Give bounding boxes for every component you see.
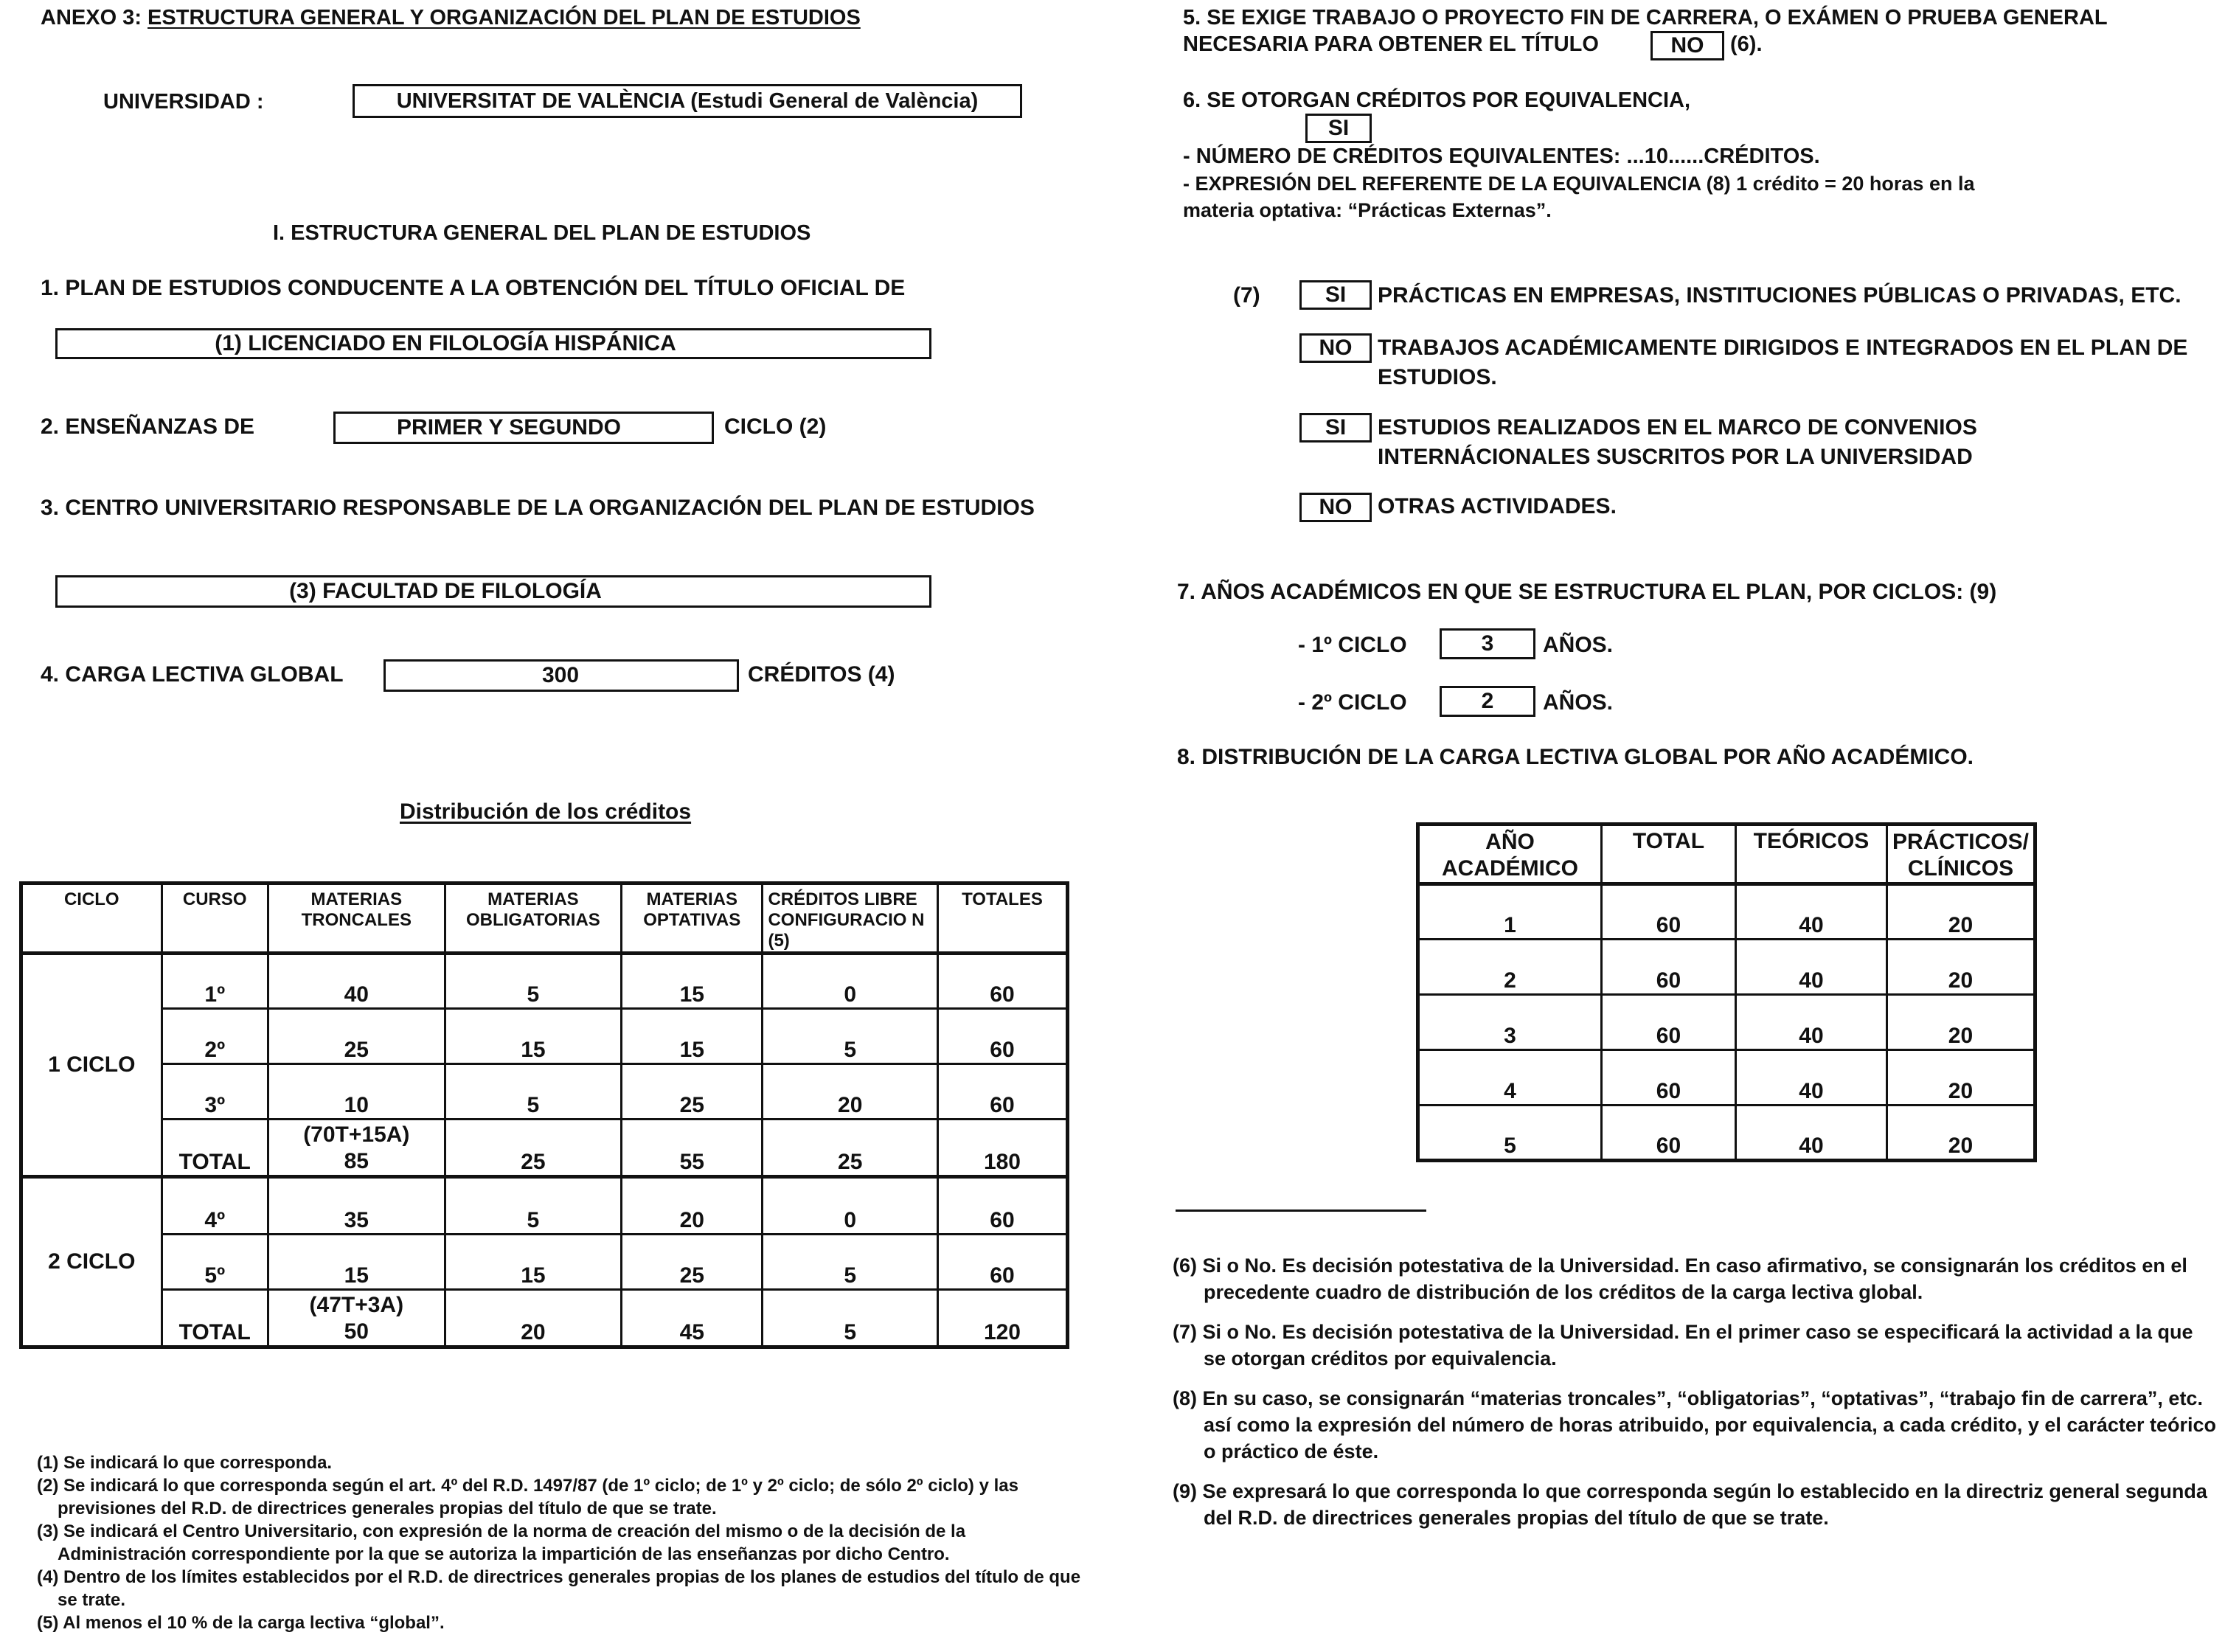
year-header-row	[1418, 825, 2035, 884]
year-header-practicos: PRÁCTICOS/ CLÍNICOS	[1886, 825, 2035, 884]
totales-cell: 60	[937, 954, 1067, 1009]
curso-cell: 3º	[162, 1064, 268, 1120]
curso-cell: TOTAL	[162, 1120, 268, 1177]
header-troncales: MATERIAS TRONCALES	[268, 884, 445, 954]
item7-label: 7. AÑOS ACADÉMICOS EN QUE SE ESTRUCTURA EL PLAN, POR CICLOS: (9)	[1177, 580, 1997, 604]
item1-label: 1. PLAN DE ESTUDIOS CONDUCENTE A LA OBTENCIÓN DEL TÍTULO OFICIAL DE	[41, 276, 906, 300]
annex-prefix: ANEXO 3:	[41, 6, 142, 30]
troncales-note: (47T+3A)	[309, 1293, 404, 1317]
practicos-cell: 20	[1886, 995, 2035, 1050]
libre-cell: 5	[763, 1290, 937, 1347]
item2-suffix: CICLO (2)	[724, 414, 827, 439]
footnote-5: (5) Al menos el 10 % de la carga lectiva “global”.	[37, 1613, 445, 1633]
item5-line2: NECESARIA PARA OBTENER EL TÍTULO	[1183, 32, 1599, 56]
table-row	[21, 954, 1068, 1009]
obligatorias-cell: 15	[445, 1235, 621, 1290]
ciclo1-label: 1 CICLO	[21, 954, 162, 1177]
curso-cell: 1º	[162, 954, 268, 1009]
item4-label: 4. CARGA LECTIVA GLOBAL	[41, 662, 344, 687]
footnote-6: (6) Si o No. Es decisión potestativa de la Universidad. En caso afirmativo, se consignarán los créditos en el precedente cuadro de distribución de los créditos de la carga lectiva global.	[1173, 1254, 2187, 1303]
optativas-cell: 25	[622, 1235, 763, 1290]
curso-cell: TOTAL	[162, 1290, 268, 1347]
universidad-label: UNIVERSIDAD :	[103, 90, 264, 114]
curso-cell: 5º	[162, 1235, 268, 1290]
totales-cell: 60	[937, 1064, 1067, 1120]
obligatorias-cell: 25	[445, 1120, 621, 1177]
troncales-cell	[268, 1120, 445, 1177]
troncales-cell: 15	[268, 1235, 445, 1290]
section-title: I. ESTRUCTURA GENERAL DEL PLAN DE ESTUDIOS	[273, 221, 811, 245]
totales-cell: 60	[937, 1009, 1067, 1064]
option-box: SI	[1299, 413, 1372, 442]
troncales-cell: 25	[268, 1009, 445, 1064]
ciclo1-field: 3	[1440, 628, 1535, 659]
table-row	[21, 1064, 1068, 1120]
left-footnotes	[37, 1451, 1091, 1634]
year-header-teoricos: TEÓRICOS	[1735, 825, 1886, 884]
right-footnotes	[1173, 1252, 2216, 1531]
practicos-cell: 20	[1886, 940, 2035, 995]
footnote-3: (3) Se indicará el Centro Universitario, con expresión de la norma de creación del mismo o de la decisión de la Administración correspondiente por la que se autoriza la impartición de las enseñanzas por dicho Centro.	[37, 1521, 966, 1564]
year-row	[1418, 940, 2035, 995]
totales-cell: 120	[937, 1290, 1067, 1347]
option-text: TRABAJOS ACADÉMICAMENTE DIRIGIDOS E INTEGRADOS EN EL PLAN DE ESTUDIOS.	[1378, 336, 2188, 389]
centro-value: (3) FACULTAD DE FILOLOGÍA	[289, 579, 602, 603]
footnote-7: (7) Si o No. Es decisión potestativa de la Universidad. En el primer caso se especificará la actividad a la que se otorgan créditos por equivalencia.	[1173, 1321, 2193, 1370]
obligatorias-cell: 5	[445, 954, 621, 1009]
footnote-separator	[1176, 1210, 1426, 1212]
libre-cell: 25	[763, 1120, 937, 1177]
libre-cell: 0	[763, 954, 937, 1009]
year-table	[1416, 822, 2037, 1162]
footnote-8: (8) En su caso, se consignarán “materias troncales”, “obligatorias”, “optativas”, “trabajo fin de carrera”, etc. así como la expresión del número de horas atribuido, por equivalencia, a cada crédito, y el carácter teórico o práctico de éste.	[1173, 1387, 2216, 1462]
year-row	[1418, 884, 2035, 940]
troncales-cell: 35	[268, 1177, 445, 1235]
credits-header-row	[21, 884, 1068, 954]
header-libre: CRÉDITOS LIBRE CONFIGURACIO N (5)	[763, 884, 937, 954]
ciclo1-label: - 1º CICLO	[1298, 633, 1407, 657]
troncales-total: 50	[344, 1319, 369, 1344]
troncales-cell	[268, 1290, 445, 1347]
item7-ref: (7)	[1233, 283, 1260, 308]
ciclo2-label: - 2º CICLO	[1298, 690, 1407, 715]
practicos-cell: 20	[1886, 1050, 2035, 1106]
footnote-4: (4) Dentro de los límites establecidos por el R.D. de directrices generales propias de los planes de estudios del título de que se trate.	[37, 1567, 1081, 1610]
distribution-title: Distribución de los créditos	[400, 799, 692, 824]
credits-table	[19, 881, 1069, 1349]
year-header-total: TOTAL	[1602, 825, 1736, 884]
header-optativas: MATERIAS OPTATIVAS	[622, 884, 763, 954]
total-cell: 60	[1602, 995, 1736, 1050]
practicos-cell: 20	[1886, 884, 2035, 940]
teoricos-cell: 40	[1735, 940, 1886, 995]
teoricos-cell: 40	[1735, 1050, 1886, 1106]
total-cell: 60	[1602, 1050, 1736, 1106]
option-text: OTRAS ACTIVIDADES.	[1378, 494, 1617, 518]
practicos-cell: 20	[1886, 1106, 2035, 1161]
troncales-cell: 10	[268, 1064, 445, 1120]
ensenanzas-value: PRIMER Y SEGUNDO	[397, 415, 621, 440]
troncales-total: 85	[344, 1149, 369, 1173]
year-row	[1418, 1106, 2035, 1161]
header-obligatorias: MATERIAS OBLIGATORIAS	[445, 884, 621, 954]
centro-field	[55, 575, 931, 608]
obligatorias-cell: 5	[445, 1064, 621, 1120]
obligatorias-cell: 15	[445, 1009, 621, 1064]
item6-expr-line2: materia optativa: “Prácticas Externas”.	[1183, 199, 1552, 221]
obligatorias-cell: 5	[445, 1177, 621, 1235]
footnote-9: (9) Se expresará lo que corresponda lo que corresponda según lo establecido en la directriz general segunda del R.D. de directrices generales propias del título de que se trate.	[1173, 1480, 2207, 1529]
header-totales: TOTALES	[937, 884, 1067, 954]
optativas-cell: 15	[622, 1009, 763, 1064]
item6-label: 6. SE OTORGAN CRÉDITOS POR EQUIVALENCIA,	[1183, 88, 1691, 112]
item5-line1: 5. SE EXIGE TRABAJO O PROYECTO FIN DE CARRERA, O EXÁMEN O PRUEBA GENERAL	[1183, 6, 2108, 30]
table-row	[21, 1235, 1068, 1290]
footnote-1: (1) Se indicará lo que corresponda.	[37, 1453, 333, 1473]
table-row	[21, 1009, 1068, 1064]
option-box: SI	[1299, 280, 1372, 310]
optativas-cell: 25	[622, 1064, 763, 1120]
year-header-ano: AÑO ACADÉMICO	[1418, 825, 1602, 884]
year-cell: 4	[1418, 1050, 1602, 1106]
optativas-cell: 15	[622, 954, 763, 1009]
table-row-total	[21, 1290, 1068, 1347]
annex-heading	[41, 6, 861, 30]
ciclo2-anos: AÑOS.	[1543, 690, 1614, 715]
titulo-value: (1) LICENCIADO EN FILOLOGÍA HISPÁNICA	[215, 331, 676, 355]
optativas-cell: 20	[622, 1177, 763, 1235]
item4-suffix: CRÉDITOS (4)	[748, 662, 895, 687]
teoricos-cell: 40	[1735, 1106, 1886, 1161]
item6-num: - NÚMERO DE CRÉDITOS EQUIVALENTES: ...10......CRÉDITOS.	[1183, 145, 1820, 168]
option-box: NO	[1299, 333, 1372, 363]
item5-suffix: (6).	[1730, 32, 1763, 56]
total-cell: 60	[1602, 940, 1736, 995]
totales-cell: 180	[937, 1120, 1067, 1177]
libre-cell: 5	[763, 1009, 937, 1064]
item6-expr-line1: - EXPRESIÓN DEL REFERENTE DE LA EQUIVALENCIA (8) 1 crédito = 20 horas en la	[1183, 173, 1975, 195]
year-row	[1418, 995, 2035, 1050]
item5-field: NO	[1650, 31, 1724, 60]
total-cell: 60	[1602, 1106, 1736, 1161]
curso-cell: 4º	[162, 1177, 268, 1235]
ciclo2-field: 2	[1440, 686, 1535, 717]
header-curso: CURSO	[162, 884, 268, 954]
item2-label: 2. ENSEÑANZAS DE	[41, 414, 255, 439]
carga-value: 300	[541, 663, 580, 687]
optativas-cell: 55	[622, 1120, 763, 1177]
year-row	[1418, 1050, 2035, 1106]
year-cell: 1	[1418, 884, 1602, 940]
item8-label: 8. DISTRIBUCIÓN DE LA CARGA LECTIVA GLOBAL POR AÑO ACADÉMICO.	[1177, 745, 1974, 769]
item3-label: 3. CENTRO UNIVERSITARIO RESPONSABLE DE LA ORGANIZACIÓN DEL PLAN DE ESTUDIOS	[41, 496, 1035, 520]
titulo-field	[55, 328, 931, 359]
troncales-note: (70T+15A)	[303, 1122, 410, 1147]
year-cell: 3	[1418, 995, 1602, 1050]
curso-cell: 2º	[162, 1009, 268, 1064]
table-row	[21, 1177, 1068, 1235]
optativas-cell: 45	[622, 1290, 763, 1347]
carga-field	[383, 659, 739, 692]
table-row-total	[21, 1120, 1068, 1177]
total-cell: 60	[1602, 884, 1736, 940]
annex-title: ESTRUCTURA GENERAL Y ORGANIZACIÓN DEL PLAN DE ESTUDIOS	[147, 6, 861, 30]
troncales-cell: 40	[268, 954, 445, 1009]
item6-field: SI	[1305, 114, 1372, 143]
libre-cell: 0	[763, 1177, 937, 1235]
universidad-field: UNIVERSITAT DE VALÈNCIA (Estudi General de València)	[353, 84, 1022, 118]
ensenanzas-field	[333, 412, 714, 444]
totales-cell: 60	[937, 1235, 1067, 1290]
footnote-2: (2) Se indicará lo que corresponda según el art. 4º del R.D. 1497/87 (de 1º ciclo; de 1º y 2º ciclo; de sólo 2º ciclo) y las previsiones del R.D. de directrices generales propias del título de que se trate.	[37, 1476, 1018, 1519]
obligatorias-cell: 20	[445, 1290, 621, 1347]
ciclo2-label: 2 CICLO	[21, 1177, 162, 1347]
teoricos-cell: 40	[1735, 884, 1886, 940]
option-box: NO	[1299, 493, 1372, 522]
year-cell: 5	[1418, 1106, 1602, 1161]
option-text: ESTUDIOS REALIZADOS EN EL MARCO DE CONVENIOS INTERNÁCIONALES SUSCRITOS POR LA UNIVERSIDAD	[1378, 415, 1977, 469]
ciclo1-anos: AÑOS.	[1543, 633, 1614, 657]
teoricos-cell: 40	[1735, 995, 1886, 1050]
libre-cell: 5	[763, 1235, 937, 1290]
libre-cell: 20	[763, 1064, 937, 1120]
option-text: PRÁCTICAS EN EMPRESAS, INSTITUCIONES PÚBLICAS O PRIVADAS, ETC.	[1378, 283, 2181, 308]
year-cell: 2	[1418, 940, 1602, 995]
totales-cell: 60	[937, 1177, 1067, 1235]
header-ciclo: CICLO	[21, 884, 162, 954]
